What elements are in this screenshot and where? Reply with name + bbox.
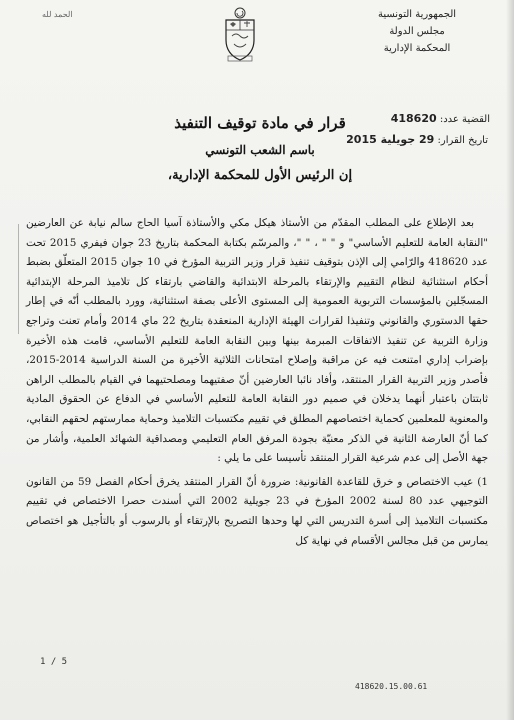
people-invocation: باسم الشعب التونسي <box>205 143 315 157</box>
body-paragraph-1: بعد الإطلاع على المطلب المقدّم من الأستاذ هيكل مكي والأستاذة آسيا الحاج سالم نيابة عن العارضين "النقابة العامة للتعليم الأساسي" و " " ، " "، والمرسّم بكتابة المحكمة بتاريخ 23 جوان فيفري 2015 تحت عدد 418620 والرّامي إلى الإذن بتوقيف تنفيذ قرار وزير التربية المؤرخ في 10 جوان 2015 المتعلّق بضبط أحكام استثنائية لنظام التقييم والإرتقاء بالمرحلة الابتدائية والقاضي بارتقاء كل تلاميذ المرحلة الإبتدائية المسجّلين بالمؤسسات التربوية العمومية إلى المستوى الأعلى بصفة استثنائية، وورد بالمطلب أنّه في إطار حقها الدستوري والقانوني وتنفيذا لقرارات الهيئة الإدارية المنعقدة بتاريخ 22 ماي 2014 وأمام تعنت وتراجع وزارة التربية عن تنفيذ الاتفاقات المبرمة بينها وبين النقابة العامة للتعليم الأساسي، قامت هذه الأخيرة بإضراب إداري امتنعت فيه عن مراقبة وإصلاح امتحانات الثلاثية الأخيرة من السنة الدراسية 2014-2015، فأصدر وزير التربية القرار المنتقد، وأفاد نائبا العارضين أنّ صفتيهما ومصلحتيهما في القيام بالمطلب الراهن ثابتتان باعتبار أنهما يدخلان في صميم دور النقابة العامة للتعليم الأساسي في الدفاع عن الحقوق المادية والمعنوية للمعلمين كحماية اختصاصهم المطلق في تقييم مكتسبات التلاميذ وحماية ممارستهم لحقهم النقابي، كما أنّ العارضة الثانية في الذكر معنيّة بجودة المرفق العام التعليمي ومصداقية الشهائد العلمية، وأشار من جهة الأصل إلى عدم شرعية القرار المنتقد تأسيسا على ما يلي : <box>26 217 488 465</box>
decision-titles <box>140 112 380 186</box>
decision-body <box>26 214 488 551</box>
case-number-value: 418620 <box>390 112 437 125</box>
decision-date-label: تاريخ القرار: <box>437 135 488 146</box>
page-edge-shadow <box>506 0 514 720</box>
page-number: 1 / 5 <box>40 657 68 667</box>
margin-mark <box>18 224 22 334</box>
issuer-header <box>342 6 492 57</box>
first-president-heading: إن الرئيس الأول للمحكمة الإدارية، <box>167 168 353 183</box>
decision-date-value: 29 جويلية 2015 <box>346 133 435 146</box>
case-number-label: القضية عدد: <box>439 114 490 125</box>
decision-title: قرار في مادة توقيف التنفيذ <box>174 114 346 132</box>
tunisia-coat-of-arms-icon <box>220 6 260 64</box>
document-reference: 418620.15.00.61 <box>355 682 428 691</box>
state-council-label: مجلس الدولة <box>389 26 445 37</box>
hamd-label: الحمد لله <box>42 10 73 19</box>
administrative-court-label: المحكمة الإدارية <box>383 43 451 54</box>
body-paragraph-2: 1) عيب الاختصاص و خرق للقاعدة القانونية: ضرورة أنّ القرار المنتقد يخرق أحكام الفصل 59 من القانون التوجيهي عدد 80 لسنة 2002 المؤرخ في 23 جويلية 2002 التي أسندت حصرا الاختصاص في تقييم مكتسبات التلاميذ إلى أسرة التدريس التي لها وحدها التصريح بالإرتقاء أو بالرسوب أو بالتأجيل هو اختصاص يمارس من قبل مجالس الأقسام في نهاية كل <box>26 475 489 547</box>
republic-label: الجمهورية التونسية <box>377 9 457 20</box>
case-number-row <box>391 112 490 125</box>
